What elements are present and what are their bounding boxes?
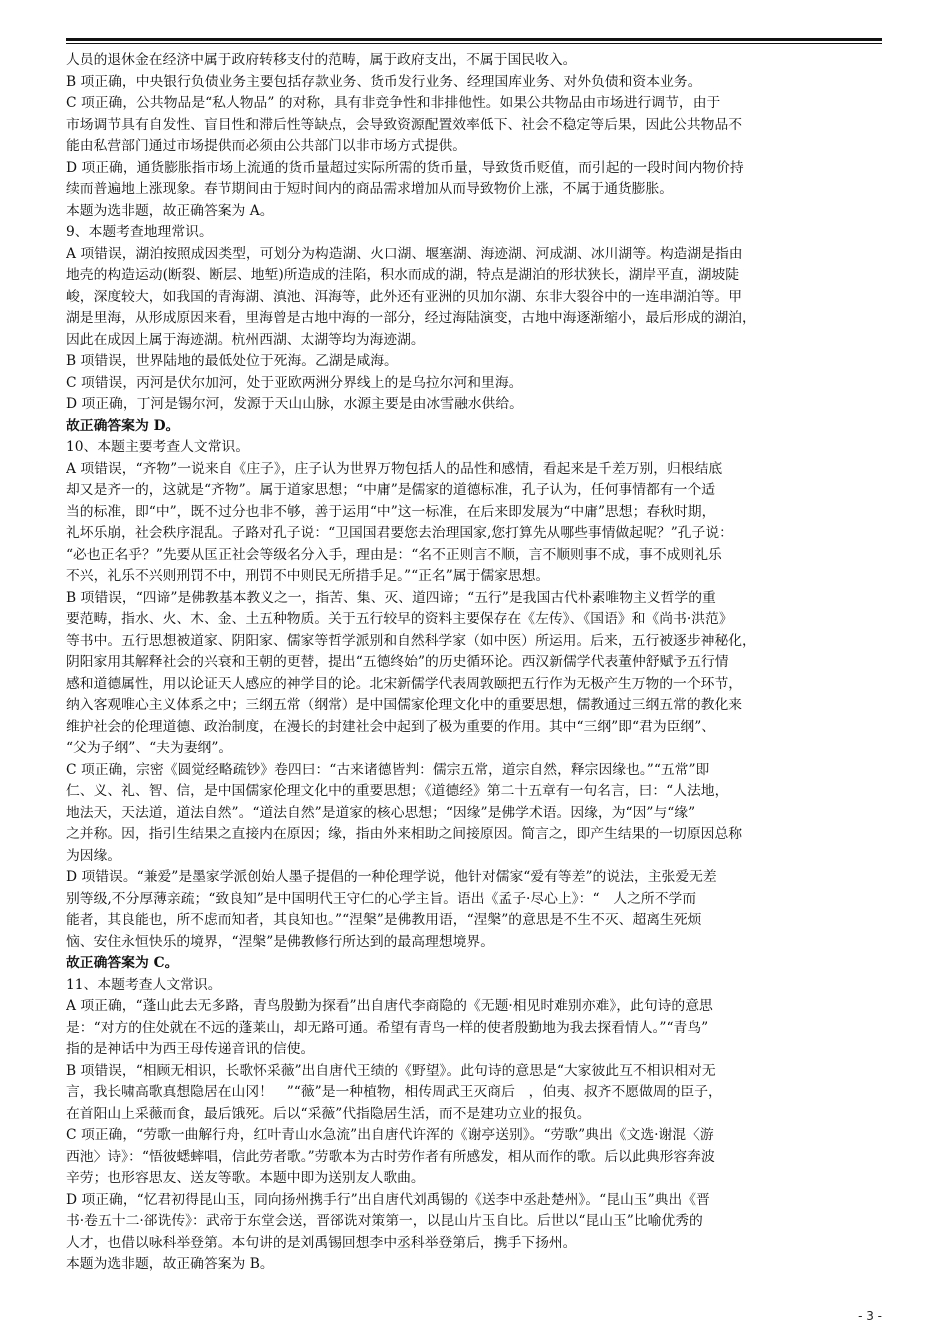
text-line: 人才，也借以咏科举登第。本句讲的是刘禹锡回想李中丞科举登第后，携手下扬州。 (66, 1234, 577, 1251)
answer-line: 本题为选非题，故正确答案为 A。 (66, 202, 274, 219)
text-line: B 项错误，“相顾无相识，长歌怀采薇”出自唐代王绩的《野望》。此句诗的意思是“大家彼此互不相识相对无 (66, 1062, 716, 1079)
text-line: A 项正确，“蓬山此去无多路，青鸟殷勤为探看”出自唐代李商隐的《无题·相见时难别亦难》，此句诗的意思 (66, 998, 713, 1014)
text-line: 为因缘。 (66, 847, 122, 864)
text-line: 阴阳家用其解释社会的兴衰和王朝的更替，提出“五德终始”的历史循环论。西汉新儒学代表董仲舒赋予五行情 (66, 654, 729, 670)
text-line: 不兴，礼乐不兴则刑罚不中，刑罚不中则民无所措手足。”“正名”属于儒家思想。 (66, 568, 550, 584)
text-line: 别等级,不分厚薄亲疏；“致良知”是中国明代王守仁的心学主旨。语出《孟子·尽心上》：“ 人之所不学而 (66, 890, 697, 907)
answer-line: 故正确答案为 D。 (66, 417, 180, 434)
text-line: 辛劳；也形容思友、送友等歌。本题中即为送别友人歌曲。 (66, 1170, 425, 1186)
text-line: 书·卷五十二·郤诜传》：武帝于东堂会送，晋郤诜对策第一，以昆山片玉自比。后世以“昆山玉”比喻优秀的 (66, 1213, 703, 1229)
text-line: D 项正确，丁河是锡尔河，发源于天山山脉，水源主要是由冰雪融水供给。 (66, 396, 523, 412)
text-line: 维护社会的伦理道德、政治制度，在漫长的封建社会中起到了极为重要的作用。其中“三纲”即“君为臣纲”、 (66, 718, 716, 735)
text-line: 续而普遍地上涨现象。春节期间由于短时间内的商品需求增加从而导致物价上涨，不属于通货膨胀。 (66, 181, 674, 197)
text-line: C 项正确，“劳歌一曲解行舟，红叶青山水急流”出自唐代许浑的《谢亭送别》。“劳歌”典出《文选·谢混〈游 (66, 1127, 714, 1143)
text-line: 当的标准，即“中”，既不过分也非不够，善于运用“中”这一标准，在后来即发展为“中庸”思想；春秋时期， (66, 503, 716, 520)
text-line: 因此在成因上属于海迹湖。杭州西湖、太湖等均为海迹湖。 (66, 331, 425, 348)
document-body (66, 50, 882, 1276)
text-line: 人员的退休金在经济中属于政府转移支付的范畴，属于政府支出，不属于国民收入。 (66, 52, 577, 68)
text-line: 指的是神话中为西王母传递音讯的信使。 (66, 1041, 315, 1057)
text-line: A 项错误，湖泊按照成因类型，可划分为构造湖、火口湖、堰塞湖、海迹湖、河成湖、冰川湖等。构造湖是指由 (66, 245, 743, 262)
text-line: 却又是齐一的，这就是“齐物”。属于道家思想；“中庸”是儒家的道德标准，孔子认为，任何事情都有一个适 (66, 482, 716, 498)
question-heading: 11、本题考查人文常识。 (66, 976, 222, 993)
text-line: B 项正确，中央银行负债业务主要包括存款业务、货币发行业务、经理国库业务、对外负债和资本业务。 (66, 73, 702, 90)
text-line: 峻，深度较大，如我国的青海湖、滇池、洱海等，此外还有亚洲的贝加尔湖、东非大裂谷中的一连串湖泊等。甲 (66, 288, 743, 305)
text-line: 在首阳山上采薇而食，最后饿死。后以“采薇”代指隐居生活，而不是建功立业的报负。 (66, 1105, 591, 1122)
text-line: 仁、义、礼、智、信，是中国儒家伦理文化中的重要思想；《道德经》第二十五章有一句名言，曰：“人法地， (66, 783, 729, 799)
text-line: D 项正确，通货膨胀指市场上流通的货币量超过实际所需的货币量，导致货币贬值，而引起的一段时间内物价持 (66, 159, 744, 176)
text-line: C 项正确，公共物品是“私人物品” 的对称，具有非竞争性和非排他性。如果公共物品由市场进行调节，由于 (66, 95, 721, 111)
text-line: 感和道德属性，用以论证天人感应的神学目的论。北宋新儒学代表周敦颐把五行作为无极产生万物的一个环节， (66, 675, 743, 692)
question-heading: 9、本题考查地理常识。 (66, 224, 213, 240)
text-line: 西池〉诗》：“悟彼蟋蟀唱，信此劳者歌。”劳歌本为古时劳作者有所感发，相从而作的歌。后以此典形容奔波 (66, 1148, 715, 1165)
answer-line: 故正确答案为 C。 (66, 955, 179, 971)
text-line: C 项正确，宗密《圆觉经略疏钞》卷四曰：“古来诸德皆判：儒宗五常，道宗自然，释宗因缘也。”“五常”即 (66, 761, 710, 778)
text-line: 地法天，天法道，道法自然”。“道法自然”是道家的核心思想；“因缘”是佛学术语。因缘，为“因”与“缘” (66, 804, 696, 821)
header-rule-thin (66, 43, 882, 44)
text-line: 是：“对方的住处就在不远的蓬莱山，却无路可通。希望有青鸟一样的使者殷勤地为我去探看情人。”“青鸟” (66, 1019, 709, 1036)
text-line: 湖是里海，从形成原因来看，里海曾是古地中海的一部分，经过海陆演变，古地中海逐渐缩小，最后形成的湖泊， (66, 310, 756, 326)
text-line: 礼坏乐崩，社会秩序混乱。子路对孔子说：“卫国国君要您去治理国家,您打算先从哪些事情做起呢？”孔子说： (66, 525, 733, 541)
text-line: D 项正确，“忆君初得昆山玉，同向扬州携手行”出自唐代刘禹锡的《送李中丞赴楚州》。“昆山玉”典出《晋 (66, 1191, 710, 1208)
text-line: 要范畴，指水、火、木、金、土五种物质。关于五行较早的资料主要保存在《左传》、《国语》和《尚书·洪范》 (66, 611, 733, 627)
text-line: “必也正名乎？”先要从匡正社会等级名分入手，理由是：“名不正则言不顺，言不顺则事不成，事不成则礼乐 (66, 546, 722, 563)
text-line: 能者，其良能也，所不虑而知者，其良知也。”“涅槃”是佛教用语，“涅槃”的意思是不生不灭、超离生死烦 (66, 912, 702, 928)
text-line: B 项错误，世界陆地的最低处位于死海。乙湖是咸海。 (66, 353, 398, 369)
text-line: “父为子纲”、“夫为妻纲”。 (66, 740, 233, 756)
text-line: 之并称。因，指引生结果之直接内在原因；缘，指由外来相助之间接原因。简言之，即产生结果的一切原因总称 (66, 826, 743, 842)
answer-line: 本题为选非题，故正确答案为 B。 (66, 1256, 274, 1272)
text-line: B 项错误，“四谛”是佛教基本教义之一，指苦、集、灭、道四谛；“五行”是我国古代朴素唯物主义哲学的重 (66, 589, 716, 606)
text-line: 纳入客观唯心主义体系之中；三纲五常（纲常）是中国儒家伦理文化中的重要思想，儒教通过三纲五常的教化来 (66, 697, 743, 713)
text-line: 市场调节具有自发性、盲目性和滞后性等缺点，会导致资源配置效率低下、社会不稳定等后果，因此公共物品不 (66, 116, 743, 133)
question-heading: 10、本题主要考查人文常识。 (66, 439, 250, 455)
text-line: D 项错误。“兼爱”是墨家学派创始人墨子提倡的一种伦理学说，他针对儒家“爱有等差”的说法，主张爱无差 (66, 869, 717, 885)
text-line: 地壳的构造运动(断裂、断层、地堑)所造成的洼陷，积水而成的湖，特点是湖泊的形状狭长，湖岸平直，湖坡陡 (66, 267, 740, 283)
text-line: C 项错误，丙河是伏尔加河，处于亚欧两洲分界线上的是乌拉尔河和里海。 (66, 374, 523, 391)
page-number: - 3 - (858, 1309, 882, 1323)
text-line: 言，我长啸高歌真想隐居在山冈！ ”“薇”是一种植物，相传周武王灭商后 ，伯夷、叔齐不愿做周的臣子， (66, 1084, 722, 1100)
header-rule-thick (66, 38, 882, 41)
text-line: A 项错误，“齐物”一说来自《庄子》，庄子认为世界万物包括人的品性和感情，看起来是千差万别，归根结底 (66, 460, 723, 477)
text-line: 恼、安住永恒快乐的境界，“涅槃”是佛教修行所达到的最高理想境界。 (66, 933, 495, 950)
text-line: 能由私营部门通过市场提供而必须由公共部门以非市场方式提供。 (66, 138, 467, 154)
text-line: 等书中。五行思想被道家、阴阳家、儒家等哲学派别和自然科学家（如中医）所运用。后来，五行被逐步神秘化， (66, 632, 756, 649)
